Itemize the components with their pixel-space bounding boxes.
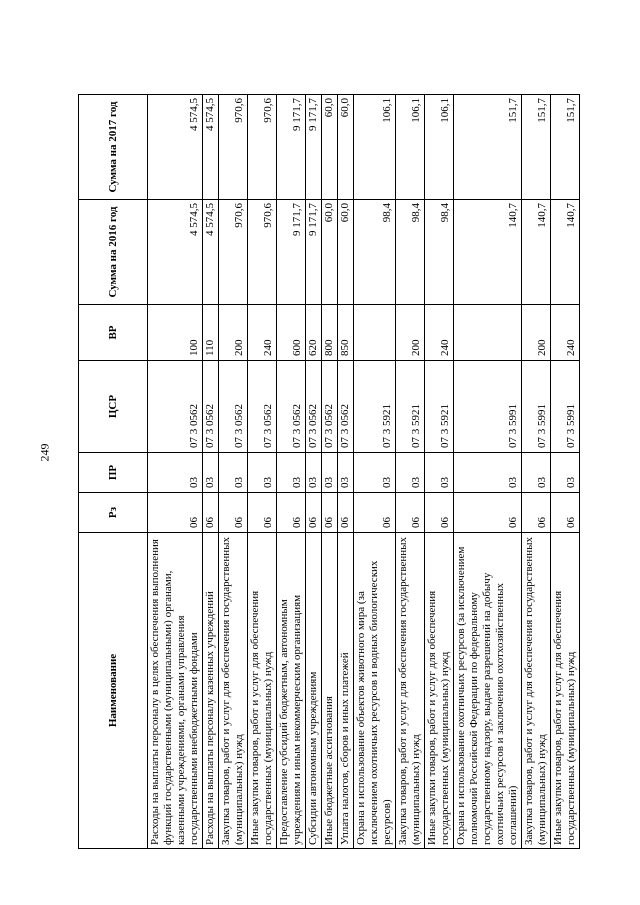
cell-name: Закупка товаров, работ и услуг для обеспечения государственных (муниципальных) нужд <box>522 533 551 849</box>
cell-name: Субсидии автономным учреждениям <box>306 533 322 849</box>
table-row <box>454 95 522 849</box>
cell-sum-2016: 98,4 <box>354 200 396 305</box>
cell-sum-2017: 151,7 <box>551 95 580 200</box>
cell-sum-2016: 140,7 <box>551 200 580 305</box>
cell-csr: 07 3 5991 <box>551 361 580 453</box>
cell-pr: 03 <box>219 453 248 493</box>
cell-rz: 06 <box>277 493 306 533</box>
table-row <box>425 95 454 849</box>
table-row <box>219 95 248 849</box>
cell-rz: 06 <box>148 493 203 533</box>
cell-sum-2017: 106,1 <box>354 95 396 200</box>
cell-rz: 06 <box>551 493 580 533</box>
table-row <box>277 95 306 849</box>
cell-sum-2016: 60,0 <box>338 200 354 305</box>
cell-sum-2016: 140,7 <box>454 200 522 305</box>
cell-sum-2016: 9 171,7 <box>277 200 306 305</box>
cell-rz: 06 <box>338 493 354 533</box>
table-body <box>148 95 580 849</box>
cell-vr: 240 <box>425 305 454 361</box>
cell-rz: 06 <box>306 493 322 533</box>
cell-vr: 200 <box>219 305 248 361</box>
cell-sum-2017: 4 574,5 <box>148 95 203 200</box>
cell-vr: 600 <box>277 305 306 361</box>
cell-rz: 06 <box>203 493 219 533</box>
cell-pr: 03 <box>148 453 203 493</box>
cell-vr: 800 <box>322 305 338 361</box>
cell-pr: 03 <box>396 453 425 493</box>
table-row <box>354 95 396 849</box>
cell-pr: 03 <box>248 453 277 493</box>
cell-vr: 110 <box>203 305 219 361</box>
cell-csr: 07 3 0562 <box>203 361 219 453</box>
cell-csr: 07 3 5991 <box>454 361 522 453</box>
rotated-table-container <box>78 95 577 849</box>
cell-vr <box>454 305 522 361</box>
cell-sum-2016: 140,7 <box>522 200 551 305</box>
table-row <box>322 95 338 849</box>
cell-vr <box>354 305 396 361</box>
table-row <box>551 95 580 849</box>
table-header-row <box>79 95 148 849</box>
cell-rz: 06 <box>454 493 522 533</box>
cell-csr: 07 3 0562 <box>306 361 322 453</box>
cell-name: Уплата налогов, сборов и иных платежей <box>338 533 354 849</box>
cell-csr: 07 3 0562 <box>338 361 354 453</box>
page-number: 249 <box>37 443 52 462</box>
cell-sum-2016: 9 171,7 <box>306 200 322 305</box>
header-vr: ВР <box>79 305 148 361</box>
cell-vr: 240 <box>248 305 277 361</box>
cell-rz: 06 <box>322 493 338 533</box>
cell-sum-2016: 4 574,5 <box>203 200 219 305</box>
cell-pr: 03 <box>338 453 354 493</box>
cell-name: Расходы на выплаты персоналу казенных учреждений <box>203 533 219 849</box>
table-row <box>338 95 354 849</box>
cell-name: Иные закупки товаров, работ и услуг для обеспечения государственных (муниципальных) нужд <box>425 533 454 849</box>
cell-name: Охрана и использование объектов животного мира (за исключением охотничьих ресурсов и водных биологических ресурсов) <box>354 533 396 849</box>
cell-name: Закупка товаров, работ и услуг для обеспечения государственных (муниципальных) нужд <box>396 533 425 849</box>
cell-sum-2016: 98,4 <box>425 200 454 305</box>
cell-pr: 03 <box>203 453 219 493</box>
cell-sum-2017: 970,6 <box>248 95 277 200</box>
table-row <box>248 95 277 849</box>
cell-sum-2017: 9 171,7 <box>306 95 322 200</box>
header-rz: Рз <box>79 493 148 533</box>
cell-vr: 200 <box>396 305 425 361</box>
cell-pr: 03 <box>322 453 338 493</box>
table-row <box>522 95 551 849</box>
cell-csr: 07 3 0562 <box>148 361 203 453</box>
cell-sum-2017: 9 171,7 <box>277 95 306 200</box>
cell-csr: 07 3 0562 <box>219 361 248 453</box>
cell-vr: 620 <box>306 305 322 361</box>
header-sum-2016: Сумма на 2016 год <box>79 200 148 305</box>
cell-name: Иные бюджетные ассигнования <box>322 533 338 849</box>
cell-sum-2017: 106,1 <box>425 95 454 200</box>
page-number-container <box>33 0 57 905</box>
cell-vr: 200 <box>522 305 551 361</box>
cell-name: Расходы на выплаты персоналу в целях обеспечения выполнения функций государственными (муниципальными) органами, казенными учреждениями, органами управления государственными внебюджетными фондами <box>148 533 203 849</box>
cell-vr: 850 <box>338 305 354 361</box>
header-csr: ЦСР <box>79 361 148 453</box>
cell-pr: 03 <box>354 453 396 493</box>
cell-sum-2016: 970,6 <box>248 200 277 305</box>
cell-name: Иные закупки товаров, работ и услуг для обеспечения государственных (муниципальных) нужд <box>248 533 277 849</box>
cell-csr: 07 3 5991 <box>522 361 551 453</box>
cell-vr: 100 <box>148 305 203 361</box>
budget-table <box>78 94 580 849</box>
cell-name: Закупка товаров, работ и услуг для обеспечения государственных (муниципальных) нужд <box>219 533 248 849</box>
cell-pr: 03 <box>277 453 306 493</box>
cell-pr: 03 <box>522 453 551 493</box>
cell-vr: 240 <box>551 305 580 361</box>
cell-sum-2017: 151,7 <box>454 95 522 200</box>
cell-pr: 03 <box>551 453 580 493</box>
header-name: Наименование <box>79 533 148 849</box>
cell-sum-2016: 970,6 <box>219 200 248 305</box>
cell-pr: 03 <box>306 453 322 493</box>
table-row <box>148 95 203 849</box>
cell-rz: 06 <box>522 493 551 533</box>
cell-csr: 07 3 5921 <box>425 361 454 453</box>
cell-rz: 06 <box>248 493 277 533</box>
table-row <box>306 95 322 849</box>
cell-csr: 07 3 0562 <box>248 361 277 453</box>
cell-name: Предоставление субсидий бюджетным, автономным учреждениям и иным некоммерческим организациям <box>277 533 306 849</box>
cell-csr: 07 3 0562 <box>277 361 306 453</box>
cell-sum-2017: 151,7 <box>522 95 551 200</box>
cell-name: Охрана и использование охотничьих ресурсов (за исключением полномочий Российской Федерации по федеральному государственному надзору, выдаче разрешений на добычу охотничьих ресурсов и заключению охотхозяйственных соглашений) <box>454 533 522 849</box>
cell-sum-2017: 4 574,5 <box>203 95 219 200</box>
cell-sum-2017: 60,0 <box>338 95 354 200</box>
cell-csr: 07 3 5921 <box>396 361 425 453</box>
cell-sum-2016: 98,4 <box>396 200 425 305</box>
cell-name: Иные закупки товаров, работ и услуг для обеспечения государственных (муниципальных) нужд <box>551 533 580 849</box>
cell-sum-2017: 60,0 <box>322 95 338 200</box>
header-pr: ПР <box>79 453 148 493</box>
cell-csr: 07 3 5921 <box>354 361 396 453</box>
cell-pr: 03 <box>454 453 522 493</box>
cell-rz: 06 <box>396 493 425 533</box>
cell-sum-2016: 4 574,5 <box>148 200 203 305</box>
cell-sum-2017: 970,6 <box>219 95 248 200</box>
header-sum-2017: Сумма на 2017 год <box>79 95 148 200</box>
cell-csr: 07 3 0562 <box>322 361 338 453</box>
table-row <box>203 95 219 849</box>
cell-rz: 06 <box>354 493 396 533</box>
cell-pr: 03 <box>425 453 454 493</box>
cell-rz: 06 <box>425 493 454 533</box>
cell-rz: 06 <box>219 493 248 533</box>
cell-sum-2016: 60,0 <box>322 200 338 305</box>
cell-sum-2017: 106,1 <box>396 95 425 200</box>
table-row <box>396 95 425 849</box>
